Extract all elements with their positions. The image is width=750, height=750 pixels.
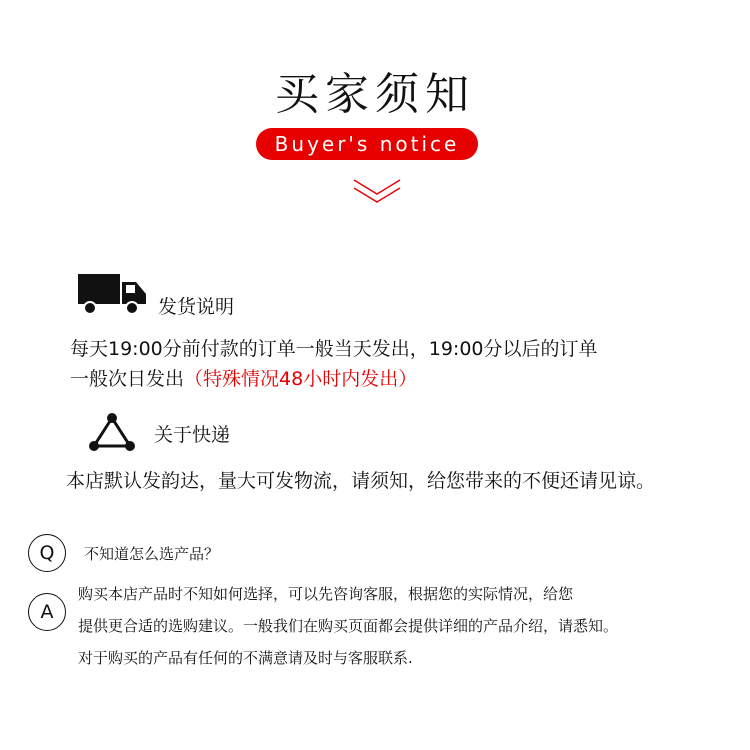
shipping-text [70,334,750,394]
subtitle-badge: Buyer's notice [256,128,478,160]
courier-heading: 关于快递 [154,424,231,446]
faq-question: 不知道怎么选产品？ [84,545,220,563]
question-icon: Q [28,534,66,572]
shipping-normal-text: 一般次日发出 [70,368,185,390]
courier-text: 本店默认发韵达，量大可发物流，请须知，给您带来的不便还请见谅。 [66,470,656,492]
answer-icon: A [28,593,66,631]
truck-icon [76,272,148,316]
answer-line: 购买本店产品时不知如何选择，可以先咨询客服，根据您的实际情况，给您 [78,585,574,603]
shipping-heading: 发货说明 [158,296,235,318]
answer-line: 提供更合适的选购建议。一般我们在购买页面都会提供详细的产品介绍，请悉知。 [78,617,619,635]
faq-answer [78,578,750,674]
network-triangle-icon [88,412,136,452]
shipping-line-1: 每天19:00分前付款的订单一般当天发出，19:00分以后的订单 [70,338,598,360]
chevron-down-icon [352,174,402,206]
shipping-highlight-text: （特殊情况48小时内发出） [184,368,418,390]
answer-line: 对于购买的产品有任何的不满意请及时与客服联系. [78,649,413,667]
shipping-line-2 [70,364,750,394]
page-title: 买家须知 [275,69,475,120]
